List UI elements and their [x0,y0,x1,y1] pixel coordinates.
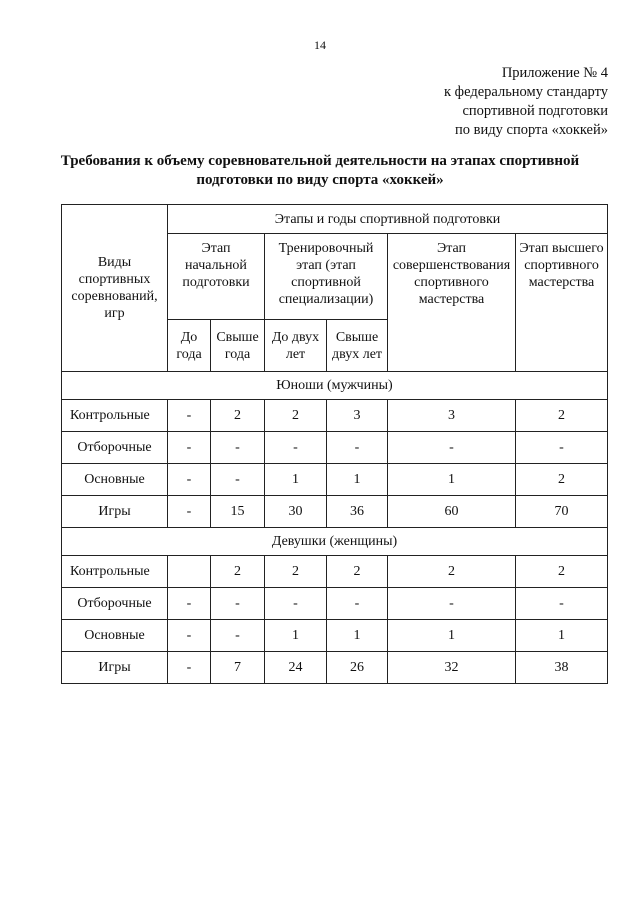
table-cell: 2 [516,400,608,432]
subheader-initial-over-year: Свыше года [211,320,265,372]
table-cell: - [388,432,516,464]
table-cell: - [168,400,211,432]
appendix-line: к федеральному стандарту [444,84,608,100]
table-cell: - [168,652,211,684]
appendix-line: спортивной подготовки [462,103,608,119]
table-cell: - [388,588,516,620]
table-cell: - [265,432,327,464]
header-stages-years: Этапы и годы спортивной подготовки [168,205,608,234]
table-cell: 26 [327,652,388,684]
section-heading: Девушки (женщины) [62,528,608,556]
table-cell: 3 [327,400,388,432]
table-cell: 1 [388,620,516,652]
table-cell: 2 [516,464,608,496]
appendix-line: Приложение № 4 [501,65,608,81]
row-label: Контрольные [62,400,168,432]
table-cell: - [327,588,388,620]
subheader-training-over-two: Свыше двух лет [327,320,388,372]
subheader-initial-up-to-year: До года [168,320,211,372]
appendix-block [444,64,608,140]
header-stage-initial: Этап начальной подготовки [168,234,265,320]
row-label: Основные [62,464,168,496]
table-cell: - [168,432,211,464]
table-cell: - [516,432,608,464]
table-cell: - [168,588,211,620]
table-cell: 2 [265,400,327,432]
subheader-training-up-to-two: До двух лет [265,320,327,372]
table-cell: - [168,496,211,528]
table-cell: 60 [388,496,516,528]
row-label: Отборочные [62,432,168,464]
table-cell: - [327,432,388,464]
table-cell: 24 [265,652,327,684]
row-label: Основные [62,620,168,652]
table-cell: - [211,464,265,496]
table-cell: 2 [211,556,265,588]
table-cell: 2 [516,556,608,588]
table-cell: 15 [211,496,265,528]
table-cell: 1 [327,620,388,652]
table-cell: 2 [265,556,327,588]
table-cell: 30 [265,496,327,528]
row-label: Отборочные [62,588,168,620]
table-cell: - [211,432,265,464]
header-stage-highest: Этап высшего спортивного мастерства [516,234,608,372]
table-cell: 1 [516,620,608,652]
table-cell: 1 [388,464,516,496]
table-cell: - [516,588,608,620]
table-cell: - [168,620,211,652]
table-cell: - [211,620,265,652]
table-cell: 36 [327,496,388,528]
table-cell: 70 [516,496,608,528]
table-cell: 2 [211,400,265,432]
header-stage-improvement: Этап совершенствования спортивного мастерства [388,234,516,372]
table-cell: 38 [516,652,608,684]
table-cell: - [211,588,265,620]
header-stage-training: Тренировочный этап (этап спортивной специализации) [265,234,388,320]
table-cell [168,556,211,588]
appendix-line: по виду спорта «хоккей» [455,122,608,138]
row-label: Контрольные [62,556,168,588]
table-cell: 7 [211,652,265,684]
table-cell: 32 [388,652,516,684]
table-cell: 2 [327,556,388,588]
row-label: Игры [62,496,168,528]
table-cell: 2 [388,556,516,588]
table-cell: 1 [265,620,327,652]
title-line: Требования к объему соревновательной деятельности на этапах спортивной [60,153,580,169]
requirements-table [61,204,608,684]
section-heading: Юноши (мужчины) [62,372,608,400]
table-cell: 1 [327,464,388,496]
page-number: 14 [314,38,326,52]
table-cell: 3 [388,400,516,432]
table-cell: 1 [265,464,327,496]
document-title [40,152,600,190]
row-label: Игры [62,652,168,684]
table-cell: - [168,464,211,496]
table-cell: - [265,588,327,620]
header-competition-kinds: Виды спортивных соревнований, игр [62,205,168,372]
title-line: подготовки по виду спорта «хоккей» [196,172,444,188]
